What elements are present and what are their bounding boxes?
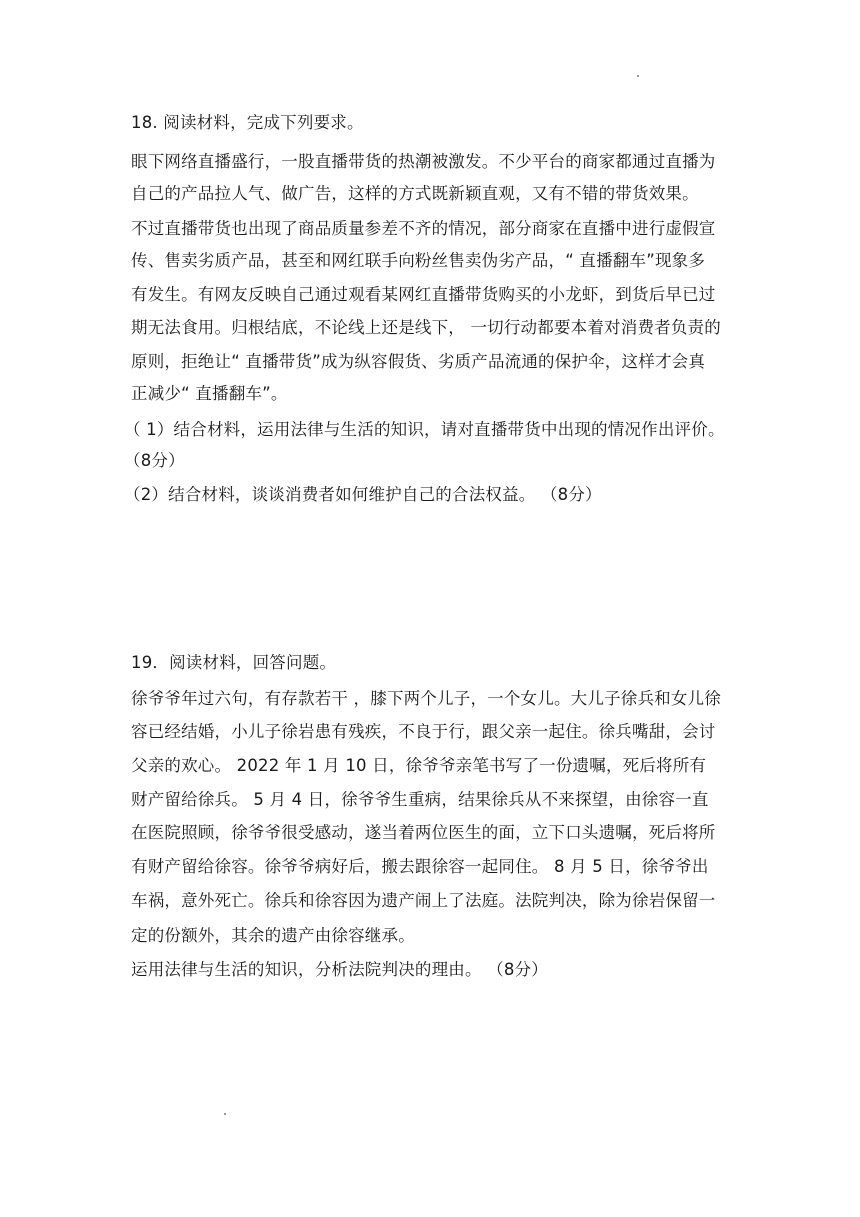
- q18-material-line-7: 原则，拒绝让“ 直播带货”成为纵容假货、劣质产品流通的保护伞，这样才会真: [131, 352, 706, 371]
- scan-speck-top: [637, 75, 639, 77]
- q19-material-line-8: 定的份额外，其余的遗产由徐容继承。: [131, 926, 415, 945]
- q18-material-line-6: 期无法食用。归根结底，不论线上还是线下， 一切行动都要本着对消费者负责的: [131, 318, 721, 337]
- q18-heading: 18. 阅读材料，完成下列要求。: [131, 113, 364, 132]
- q19-material-line-2: 容已经结婚，小儿子徐岩患有残疾，不良于行，跟父亲一起住。徐兵嘴甜，会讨: [131, 722, 716, 741]
- q19-material-line-1: 徐爷爷年过六句，有存款若干 ，膝下两个儿子，一个女儿。大儿子徐兵和女儿徐: [131, 689, 721, 708]
- q18-question-1-score: （8分）: [124, 451, 185, 470]
- q18-question-1: （ 1）结合材料，运用法律与生活的知识，请对直播带货中出现的情况作出评价。: [124, 420, 725, 439]
- q18-question-2: （2）结合材料，谈谈消费者如何维护自己的合法权益。 （8分）: [124, 485, 602, 504]
- q18-material-line-3: 不过直播带货也出现了商品质量参差不齐的情况，部分商家在直播中进行虚假宣: [131, 219, 716, 238]
- q18-material-line-2: 自己的产品拉人气、做广告，这样的方式既新颖直观，又有不错的带货效果。: [131, 184, 699, 203]
- q19-material-line-7: 车祸，意外死亡。徐兵和徐容因为遗产闹上了法庭。法院判决，除为徐岩保留一: [131, 891, 716, 910]
- q19-question: 运用法律与生活的知识，分析法院判决的理由。 （8分）: [131, 960, 548, 979]
- q19-material-line-4: 财产留给徐兵。 5 月 4 日，徐爷爷生重病，结果徐兵从不来探望，由徐容一直: [131, 790, 709, 809]
- q18-material-line-4: 传、售卖劣质产品，甚至和网红联手向粉丝售卖伪劣产品，“ 直播翻车”现象多: [131, 251, 706, 270]
- q19-material-line-5: 在医院照顾，徐爷爷很受感动，遂当着两位医生的面，立下口头遗嘱，死后将所: [131, 823, 716, 842]
- scan-speck-bottom: [224, 1113, 226, 1115]
- q19-material-line-6: 有财产留给徐容。徐爷爷病好后，搬去跟徐容一起同住。 8 月 5 日，徐爷爷出: [131, 857, 709, 876]
- q18-material-line-8: 正减少“ 直播翻车”。: [131, 384, 288, 403]
- q18-material-line-5: 有发生。有网友反映自己通过观看某网红直播带货购买的小龙虾，到货后早已过: [131, 285, 716, 304]
- q19-heading: 19．阅读材料，回答问题。: [131, 653, 337, 672]
- q19-material-line-3: 父亲的欢心。 2022 年 1 月 10 日，徐爷爷亲笔书写了一份遗嘱，死后将所有: [131, 756, 707, 775]
- q18-material-line-1: 眼下网络直播盛行，一股直播带货的热潮被激发。不少平台的商家都通过直播为: [131, 152, 716, 171]
